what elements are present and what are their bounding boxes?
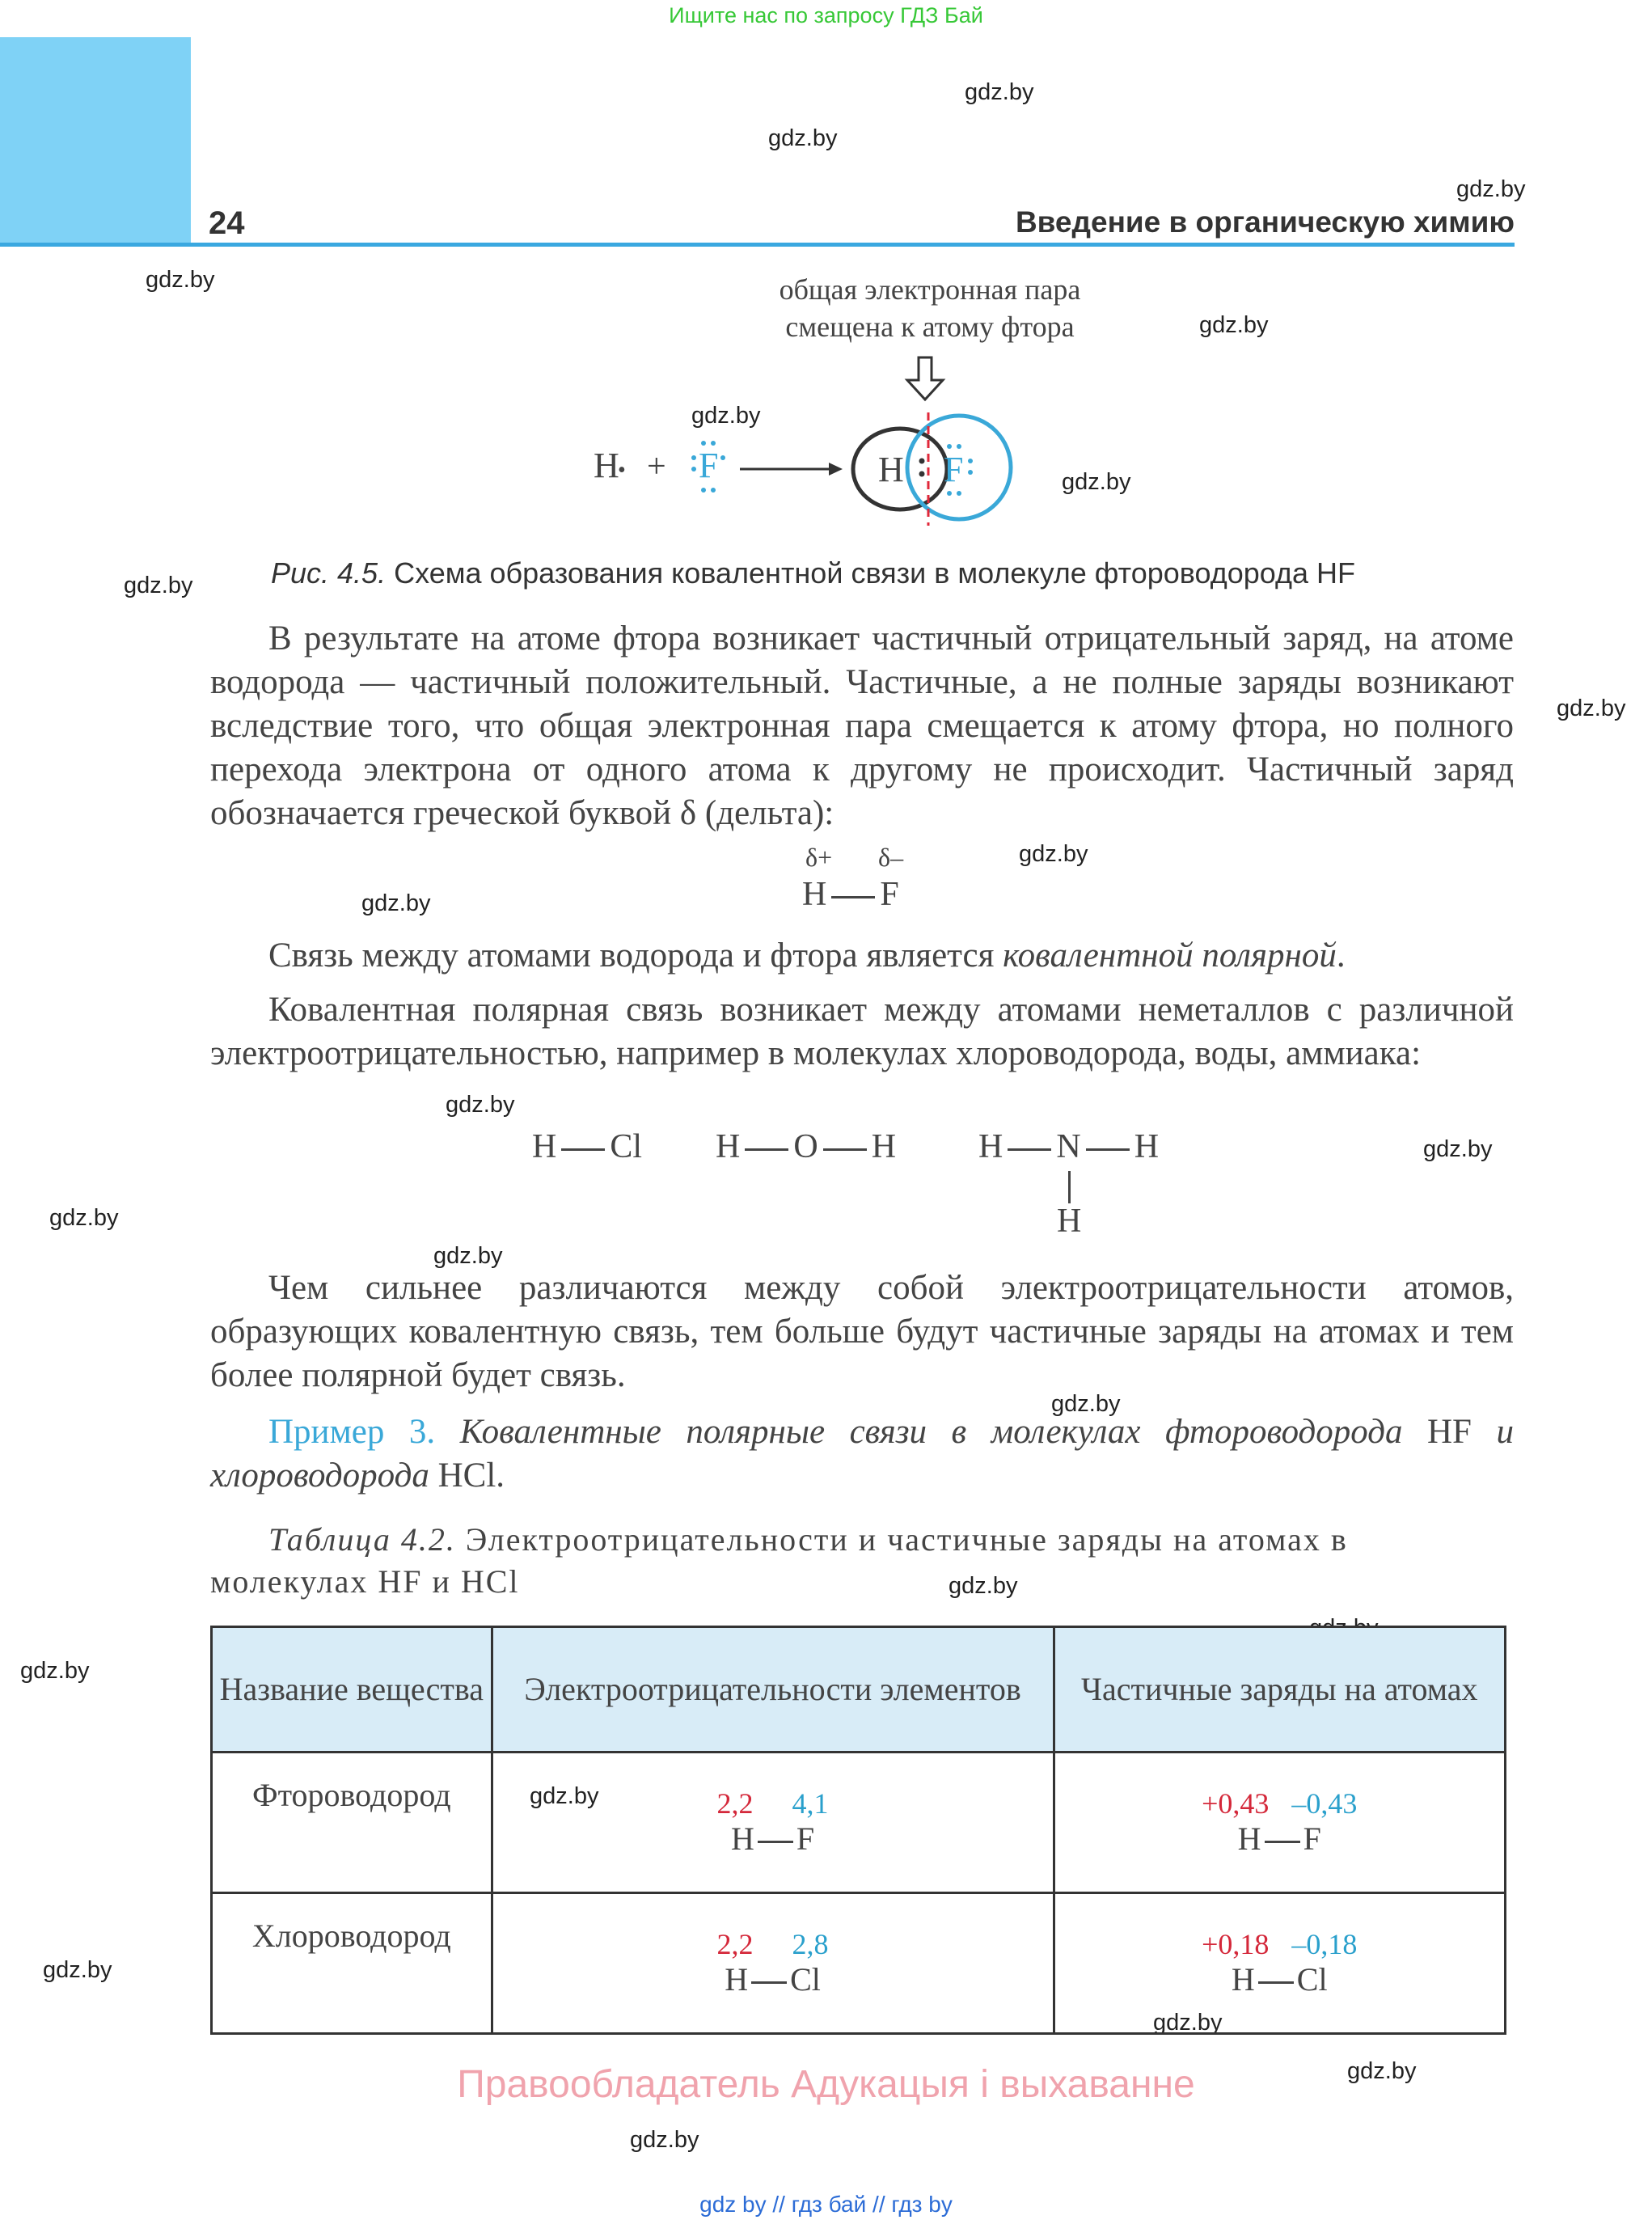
paragraph-polar-bond: Ковалентная полярная связь возникает между атомами неметаллов с различной электроотрицательностью, например в молекулах хлороводорода, воды, аммиака: [210, 991, 1514, 1072]
emphasized-term: ковалентной полярной [1003, 937, 1337, 975]
table-header: Электроотрицательности элементов [492, 1627, 1054, 1753]
watermark: gdz.by [1019, 841, 1088, 867]
example-text: Ковалентные полярные связи в молекулах фтороводорода [435, 1413, 1427, 1451]
charge-hydrogen: +0,43 [1202, 1787, 1270, 1820]
example-formula: HF [1427, 1413, 1472, 1451]
table-caption [210, 1519, 1514, 1603]
ammonia-structure [978, 1127, 1172, 1241]
charge-partner: –0,18 [1291, 1928, 1358, 1960]
hydrogen-atom: H [594, 446, 619, 485]
bond-line [1258, 1981, 1294, 1984]
formula-atom: O [793, 1128, 818, 1165]
table-caption-label: Таблица 4.2. [268, 1521, 456, 1558]
bond-line [1086, 1148, 1130, 1151]
formula-atom: H [1134, 1128, 1160, 1165]
watermark: gdz.by [1199, 312, 1269, 338]
substance-name: Хлороводород [212, 1893, 492, 2034]
paragraph-text: . [1336, 937, 1346, 975]
paragraph-text: Связь между атомами водорода и фтора является [268, 937, 1003, 975]
bond-formation-diagram [582, 348, 1035, 534]
watermark: gdz.by [446, 1092, 515, 1118]
charge-partner: –0,43 [1291, 1787, 1358, 1820]
watermark: gdz.by [361, 890, 431, 916]
formula-atom: H [978, 1128, 1003, 1165]
formula-atom: N [1056, 1128, 1081, 1165]
page-number: 24 [209, 205, 245, 241]
formula-atom: H [725, 1961, 749, 1998]
example-text: . [496, 1457, 505, 1495]
delta-minus: δ– [878, 843, 904, 872]
formula-atom: F [796, 1820, 815, 1857]
watermark: gdz.by [43, 1957, 112, 1983]
bond-line [758, 1841, 793, 1843]
paragraph-electronegativity: Чем сильнее различаются между собой электроотрицательности атомов, образующих ковалентную связь, тем больше будут частичные заряды на атомах и тем более полярной будет связь. [210, 1269, 1514, 1394]
en-hydrogen: 2,2 [716, 1787, 754, 1820]
watermark: gdz.by [1557, 696, 1626, 721]
watermark: gdz.by [1423, 1136, 1493, 1162]
watermark: gdz.by [965, 79, 1034, 105]
formula-atom: Cl [1296, 1961, 1328, 1998]
watermark: gdz.by [691, 403, 761, 429]
fluorine-atom: F [944, 450, 964, 489]
electronegativity-cell [492, 1753, 1054, 1893]
running-header: Введение в органическую химию [1015, 205, 1515, 239]
substance-name: Фтороводород [212, 1753, 492, 1893]
bond-line [823, 1148, 867, 1151]
arrow-right-icon [829, 463, 843, 476]
figure-annotation [712, 271, 1148, 345]
copyright-notice: Правообладатель Адукацыя і выхаванне [457, 2063, 1195, 2106]
watermark: gdz.by [768, 125, 838, 151]
paragraph-partial-charges: В результате на атоме фтора возникает частичный отрицательный заряд, на атоме водорода — частичный положительный. Частичные, а не полные заряды возникают вследствие того, что общая электронная пара смещается к атому фтора, но полного перехода электрона от одного атома к другому не происходит. Частичный заряд обозначается греческой буквой δ (дельта): [210, 619, 1514, 832]
formula-atom: F [1303, 1820, 1321, 1857]
example-label: Пример 3. [268, 1413, 436, 1451]
watermark: gdz.by [1062, 469, 1131, 495]
bond-line [1265, 1841, 1300, 1843]
table-caption-text: Электроотрицательности и частичные заряды на атомах в молекулах HF и HCl [210, 1521, 1348, 1600]
en-hydrogen: 2,2 [716, 1928, 754, 1960]
watermark: gdz.by [1456, 176, 1526, 202]
watermark: gdz.by [630, 2127, 699, 2153]
formula-atom: Cl [610, 1128, 643, 1165]
table-header: Название вещества [212, 1627, 492, 1753]
bond-line [831, 896, 875, 898]
watermark: gdz.by [146, 267, 215, 293]
shared-electron-pair [919, 459, 925, 477]
bond-line [745, 1148, 788, 1151]
formula-atom: F [880, 876, 899, 913]
hcl-structure [532, 1127, 642, 1166]
example-text: и хлороводорода [210, 1413, 1515, 1495]
water-structure [716, 1127, 896, 1166]
blue-corner-tab [0, 37, 191, 243]
en-partner: 2,8 [792, 1928, 829, 1960]
example-heading [210, 1410, 1514, 1498]
bond-line-vertical [1068, 1171, 1071, 1203]
electronegativity-table [210, 1626, 1506, 2035]
formula-atom: H [1231, 1961, 1255, 1998]
formula-atom: H [532, 1128, 557, 1165]
watermark: gdz.by [1153, 2010, 1223, 2036]
bond-line [561, 1148, 605, 1151]
figure-caption-text: Схема образования ковалентной связи в молекуле фтороводорода HF [386, 556, 1356, 590]
fluorine-atom: F [699, 446, 719, 485]
formula-atom: H [802, 876, 827, 913]
watermark: gdz.by [49, 1205, 119, 1231]
delta-plus: δ+ [805, 843, 833, 872]
figure-annotation-line: общая электронная пара [779, 273, 1081, 306]
header-rule [0, 243, 1515, 247]
electron-dot: • [618, 458, 626, 483]
watermark: gdz.by [949, 1573, 1018, 1599]
formula-atom: H [730, 1820, 754, 1857]
formula-atom: H [871, 1128, 897, 1165]
hydrogen-atom: H [878, 450, 904, 489]
bond-line [751, 1981, 787, 1984]
arrow-down-icon [907, 357, 943, 400]
table-row [212, 1753, 1506, 1893]
watermark: gdz.by [20, 1658, 90, 1684]
figure-annotation-line: смещена к атому фтора [785, 311, 1075, 343]
formula-atom: Cl [790, 1961, 821, 1998]
bond-line [1008, 1148, 1051, 1151]
watermark: gdz.by [530, 1783, 599, 1809]
hf-partial-charge-formula [802, 843, 904, 914]
table-header: Частичные заряды на атомах [1054, 1627, 1506, 1753]
plus-sign: + [647, 448, 666, 485]
footer-links[interactable]: gdz by // гдз бай // гдз by [699, 2192, 953, 2217]
partial-charge-cell [1054, 1893, 1506, 2034]
paragraph-bond-type [210, 934, 1514, 978]
charge-hydrogen: +0,18 [1202, 1928, 1270, 1960]
example-formula: HCl [437, 1457, 496, 1495]
electronegativity-cell [492, 1893, 1054, 2034]
watermark: gdz.by [124, 573, 193, 598]
formula-atom: H [716, 1128, 741, 1165]
watermark: gdz.by [433, 1243, 503, 1269]
table-row [212, 1893, 1506, 2034]
en-partner: 4,1 [792, 1787, 829, 1820]
top-banner[interactable]: Ищите нас по запросу ГДЗ Бай [669, 3, 983, 27]
partial-charge-cell [1054, 1753, 1506, 1893]
watermark: gdz.by [1051, 1391, 1121, 1417]
formula-atom: H [1057, 1203, 1082, 1240]
watermark: gdz.by [1347, 2058, 1417, 2084]
table-header-row [212, 1627, 1506, 1753]
formula-atom: H [1237, 1820, 1261, 1857]
figure-caption [271, 556, 1355, 590]
figure-caption-label: Рис. 4.5. [271, 556, 387, 590]
